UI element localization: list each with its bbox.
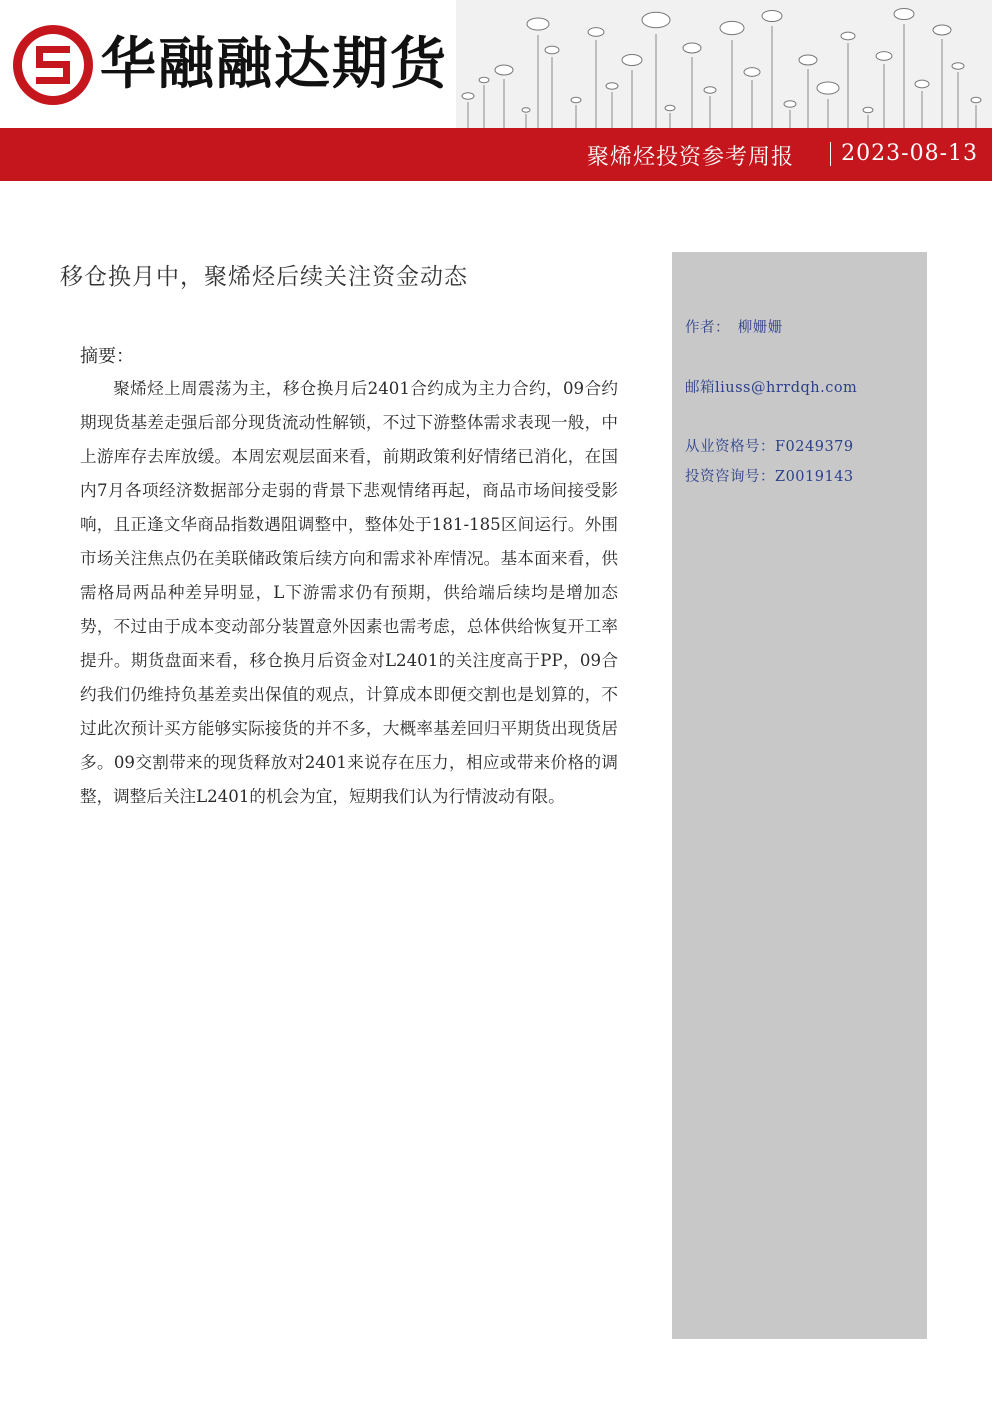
decoration-pin-head <box>665 105 675 111</box>
email-line: 邮箱liuss@hrrdqh.com <box>685 380 858 396</box>
decoration-pin-head <box>952 63 964 70</box>
brand-name: 华融融达期货 <box>100 32 448 97</box>
decoration-pin-head <box>571 97 581 103</box>
decoration-pin-head <box>622 55 642 66</box>
decoration-pin-head <box>784 101 796 108</box>
decoration-pin-head <box>863 107 873 113</box>
decoration-pin-head <box>588 28 604 37</box>
decoration-pin-head <box>915 80 929 88</box>
decoration-pin-head <box>479 77 489 83</box>
decoration-pin-head <box>704 87 716 94</box>
report-date: 2023-08-13 <box>841 141 978 166</box>
decoration-pin-head <box>522 108 530 112</box>
decoration-pin-head <box>495 65 513 75</box>
decoration-pin-head <box>817 82 839 94</box>
decoration-pin-head <box>606 83 618 90</box>
license-number: 从业资格号：F0249379 <box>685 439 854 455</box>
decoration-pin-head <box>841 32 855 40</box>
abstract-body: 聚烯烃上周震荡为主，移仓换月后2401合约成为主力合约，09合约期现货基差走强后部分现货流动性解锁，不过下游整体需求表现一般，中上游库存去库放缓。本周宏观层面来看，前期政策利好情绪已消化，在国内7月各项经济数据部分走弱的背景下悲观情绪再起，商品市场间接受影响，且正逢文华商品指数遇阻调整中，整体处于181-185区间运行。外围市场关注焦点仍在美联储政策后续方向和需求补库情况。基本面来看，供需格局两品种差异明显，L下游需求仍有预期，供给端后续均是增加态势，不过由于成本变动部分装置意外因素也需考虑，总体供给恢复开工率提升。期货盘面来看，移仓换月后资金对L2401的关注度高于PP，09合约我们仍维持负基差卖出保值的观点，计算成本即便交割也是划算的，不过此次预计买方能够实际接货的并不多，大概率基差回归平期货出现货居多。09交割带来的现货释放对2401来说存在压力，相应或带来价格的调整，调整后关注L2401的机会为宜，短期我们认为行情波动有限。 <box>80 379 618 806</box>
article-headline: 移仓换月中，聚烯烃后续关注资金动态 <box>60 264 468 290</box>
decoration-pin-head <box>527 18 549 30</box>
decoration-pin-head <box>642 12 670 27</box>
decoration-pin-head <box>876 52 892 61</box>
consult-number: 投资咨询号：Z0019143 <box>685 469 854 485</box>
banner-divider <box>830 142 831 166</box>
decoration-pin-head <box>799 55 817 65</box>
decoration-pin-head <box>744 68 760 77</box>
author-line: 作者： 柳姗姗 <box>685 320 783 336</box>
decoration-pin-head <box>762 11 782 22</box>
decoration-pin-head <box>683 43 701 53</box>
header-banner <box>0 128 992 181</box>
company-logo-icon <box>10 22 96 108</box>
author-sidebar <box>672 252 927 1339</box>
decoration-pin-head <box>971 97 981 103</box>
decoration-pin-head <box>894 9 914 20</box>
report-title: 聚烯烃投资参考周报 <box>586 145 794 170</box>
abstract-label: 摘要： <box>80 346 134 367</box>
decoration-pin-head <box>545 46 559 54</box>
decoration-pin-head <box>720 21 744 34</box>
decoration-pin-head <box>462 93 474 100</box>
header-decoration <box>456 0 992 128</box>
decoration-pin-head <box>933 25 951 35</box>
